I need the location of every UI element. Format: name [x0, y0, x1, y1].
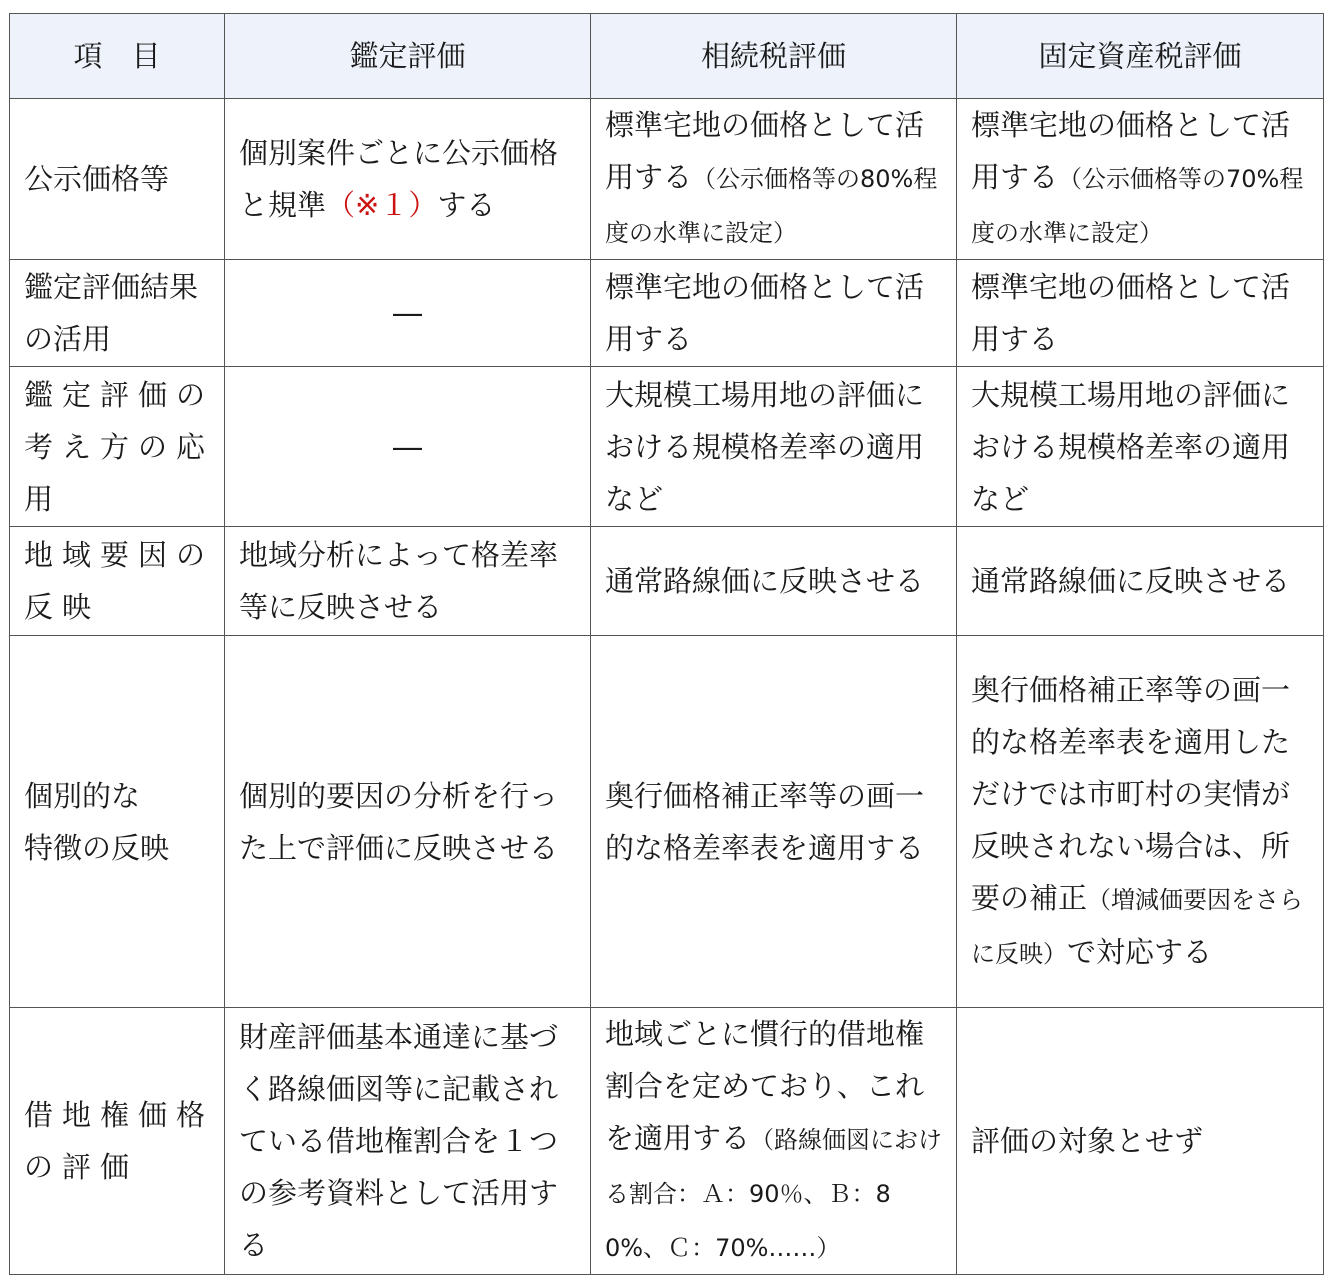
cell-inheritance — [591, 1008, 957, 1275]
table-row — [10, 636, 1324, 1008]
cell-appraisal: 個別的要因の分析を行った上で評価に反映させる — [225, 636, 591, 1008]
cell-fixed — [957, 636, 1324, 1008]
footnote-ref: （※１） — [326, 188, 438, 222]
row-label-line: 個別的な — [24, 778, 141, 813]
cell-text: 地域ごとに慣行的借地権割合を定めており、これを適用する — [605, 1017, 925, 1155]
cell-inheritance: 奥行価格補正率等の画一的な格差率表を適用する — [591, 636, 957, 1008]
cell-text: する — [437, 188, 496, 222]
cell-inheritance: 大規模工場用地の評価における規模格差率の適用など — [591, 367, 957, 527]
table-row — [10, 99, 1324, 260]
cell-fixed — [957, 99, 1324, 260]
header-inheritance-tax: 相続税評価 — [591, 14, 957, 99]
cell-appraisal: 財産評価基本通達に基づく路線価図等に記載されている借地権割合を１つの参考資料として活用する — [225, 1008, 591, 1275]
row-label: 鑑定評価の考え方の応用 — [10, 367, 225, 527]
cell-inheritance: 標準宅地の価格として活用する — [591, 260, 957, 367]
cell-text: 奥行価格補正率等の画一的な格差率表を適用しただけでは市町村の実情が反映されない場合は、所要の補正 — [971, 672, 1291, 915]
table-row — [10, 367, 1324, 527]
row-label: 地域要因の反映 — [10, 527, 225, 636]
cell-text: 個別案件ごとに公示価格と規準 — [239, 136, 559, 222]
row-label: 公示価格等 — [10, 99, 225, 260]
header-appraisal: 鑑定評価 — [225, 14, 591, 99]
header-row — [10, 14, 1324, 99]
cell-subtext: （公示価格等の70%程度の水準に設定） — [971, 165, 1304, 247]
cell-fixed: 評価の対象とせず — [957, 1008, 1324, 1275]
cell-text: 標準宅地の価格として活用する — [971, 108, 1291, 194]
cell-fixed: 標準宅地の価格として活用する — [957, 260, 1324, 367]
cell-inheritance: 通常路線価に反映させる — [591, 527, 957, 636]
table-row — [10, 1008, 1324, 1275]
cell-appraisal: ― — [225, 367, 591, 527]
cell-appraisal — [225, 99, 591, 260]
cell-text: 標準宅地の価格として活用する — [605, 108, 925, 194]
row-label: 借地権価格の評価 — [10, 1008, 225, 1275]
cell-subtext: （公示価格等の80%程度の水準に設定） — [605, 165, 938, 247]
cell-inheritance — [591, 99, 957, 260]
cell-appraisal: 地域分析によって格差率等に反映させる — [225, 527, 591, 636]
table-row — [10, 527, 1324, 636]
cell-appraisal: ― — [225, 260, 591, 367]
cell-fixed: 大規模工場用地の評価における規模格差率の適用など — [957, 367, 1324, 527]
comparison-table — [9, 13, 1324, 1275]
header-fixed-asset-tax: 固定資産税評価 — [957, 14, 1324, 99]
cell-subtext: （増減価要因をさらに反映） — [971, 885, 1304, 968]
cell-text: で対応する — [1067, 934, 1213, 969]
table-row — [10, 260, 1324, 367]
cell-subtext: （路線価図における割合：Ａ：90％、Ｂ：80%、Ｃ：70%……） — [605, 1126, 943, 1262]
row-label — [10, 636, 225, 1008]
row-label: 鑑定評価結果の活用 — [10, 260, 225, 367]
cell-fixed: 通常路線価に反映させる — [957, 527, 1324, 636]
header-item: 項 目 — [10, 14, 225, 99]
row-label-line: 特徴の反映 — [24, 830, 170, 865]
